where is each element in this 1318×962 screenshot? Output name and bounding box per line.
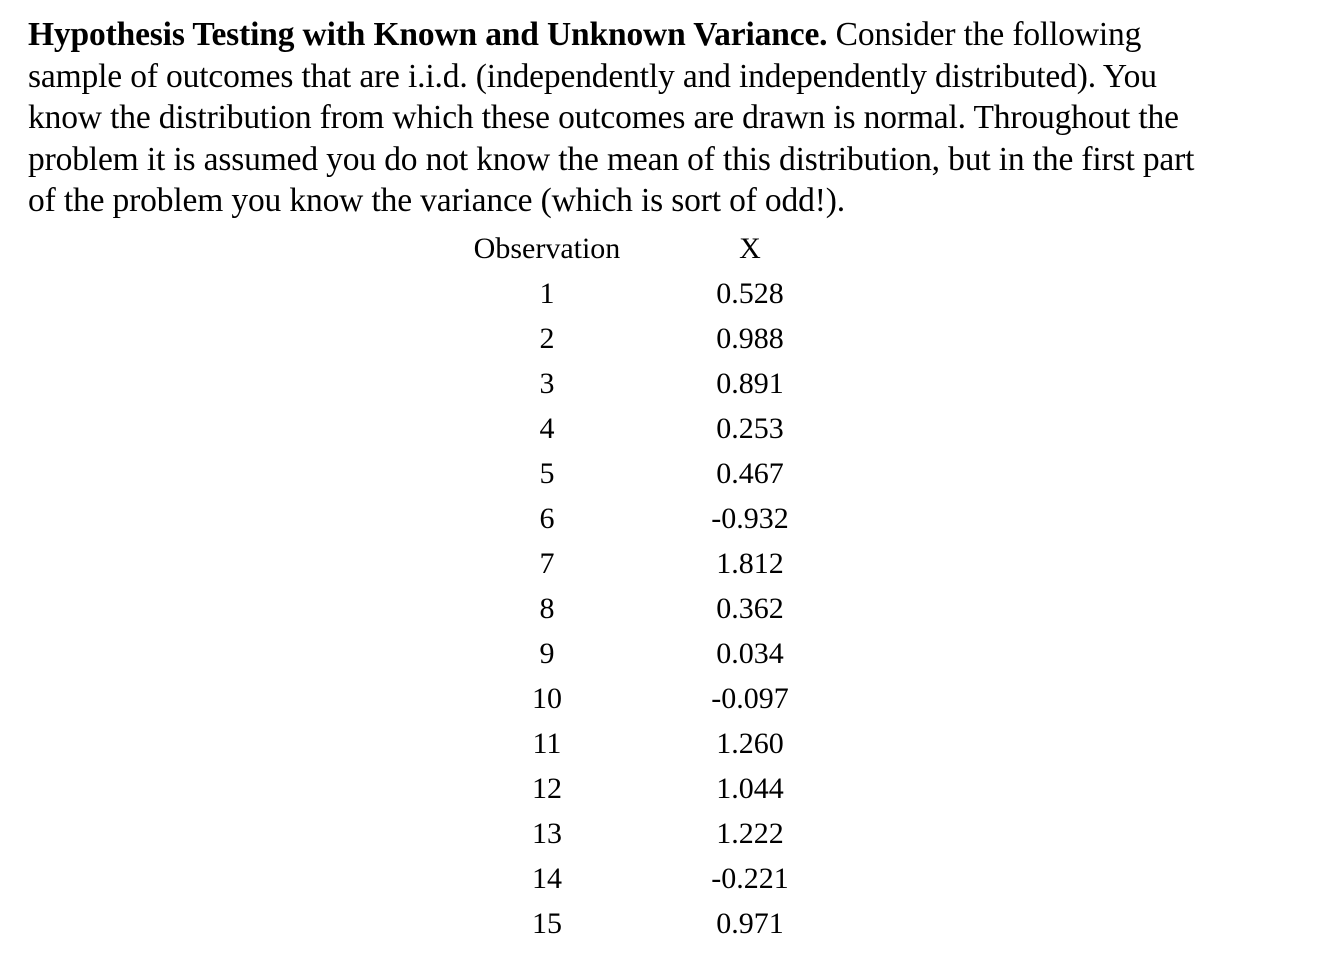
table-row: [0, 856, 1318, 901]
problem-line-1-text: Consider the following: [827, 16, 1142, 53]
table-row: [0, 811, 1318, 856]
cell-observation: 10: [532, 682, 562, 715]
table-header-row: [0, 226, 1318, 271]
header-x: X: [739, 232, 761, 265]
cell-x: 1.812: [716, 547, 784, 580]
problem-line-2: sample of outcomes that are i.i.d. (independently and independently distributed). You: [28, 57, 1157, 95]
header-observation: Observation: [473, 232, 621, 265]
cell-x: 0.034: [716, 637, 784, 670]
observations-table: [0, 226, 1318, 946]
cell-x: 0.988: [716, 322, 784, 355]
cell-x: 1.260: [716, 727, 784, 760]
cell-x: -0.932: [711, 502, 789, 535]
cell-observation: 6: [539, 502, 555, 535]
table-row: [0, 451, 1318, 496]
cell-observation: 14: [532, 862, 562, 895]
cell-x: -0.221: [711, 862, 789, 895]
cell-x: 0.971: [716, 907, 784, 940]
cell-observation: 4: [539, 412, 555, 445]
cell-observation: 11: [532, 727, 562, 760]
table-row: [0, 901, 1318, 946]
table-row: [0, 721, 1318, 766]
cell-observation: 2: [539, 322, 555, 355]
cell-observation: 8: [539, 592, 555, 625]
cell-x: 0.253: [716, 412, 784, 445]
cell-x: 0.362: [716, 592, 784, 625]
cell-observation: 13: [532, 817, 562, 850]
problem-line-4: problem it is assumed you do not know the mean of this distribution, but in the first part: [28, 140, 1195, 178]
problem-line-5: of the problem you know the variance (which is sort of odd!).: [28, 182, 845, 219]
cell-observation: 5: [539, 457, 555, 490]
table-row: [0, 766, 1318, 811]
problem-line-1: [28, 14, 1303, 56]
cell-observation: 12: [532, 772, 562, 805]
cell-x: 1.222: [716, 817, 784, 850]
table-row: [0, 676, 1318, 721]
cell-observation: 15: [532, 907, 562, 940]
table-row: [0, 631, 1318, 676]
problem-statement: [28, 14, 1303, 222]
problem-title: Hypothesis Testing with Known and Unknown Variance.: [28, 16, 828, 53]
cell-x: -0.097: [711, 682, 789, 715]
table-row: [0, 496, 1318, 541]
table-row: [0, 541, 1318, 586]
cell-observation: 7: [539, 547, 555, 580]
table-row: [0, 406, 1318, 451]
cell-x: 0.467: [716, 457, 784, 490]
table-row: [0, 361, 1318, 406]
table-body: [0, 271, 1318, 946]
table-row: [0, 271, 1318, 316]
table-row: [0, 586, 1318, 631]
cell-x: 0.891: [716, 367, 784, 400]
cell-x: 1.044: [716, 772, 784, 805]
cell-x: 0.528: [716, 277, 784, 310]
table-row: [0, 316, 1318, 361]
cell-observation: 9: [539, 637, 555, 670]
cell-observation: 3: [539, 367, 555, 400]
problem-line-3: know the distribution from which these outcomes are drawn is normal. Throughout the: [28, 99, 1179, 136]
cell-observation: 1: [539, 277, 555, 310]
